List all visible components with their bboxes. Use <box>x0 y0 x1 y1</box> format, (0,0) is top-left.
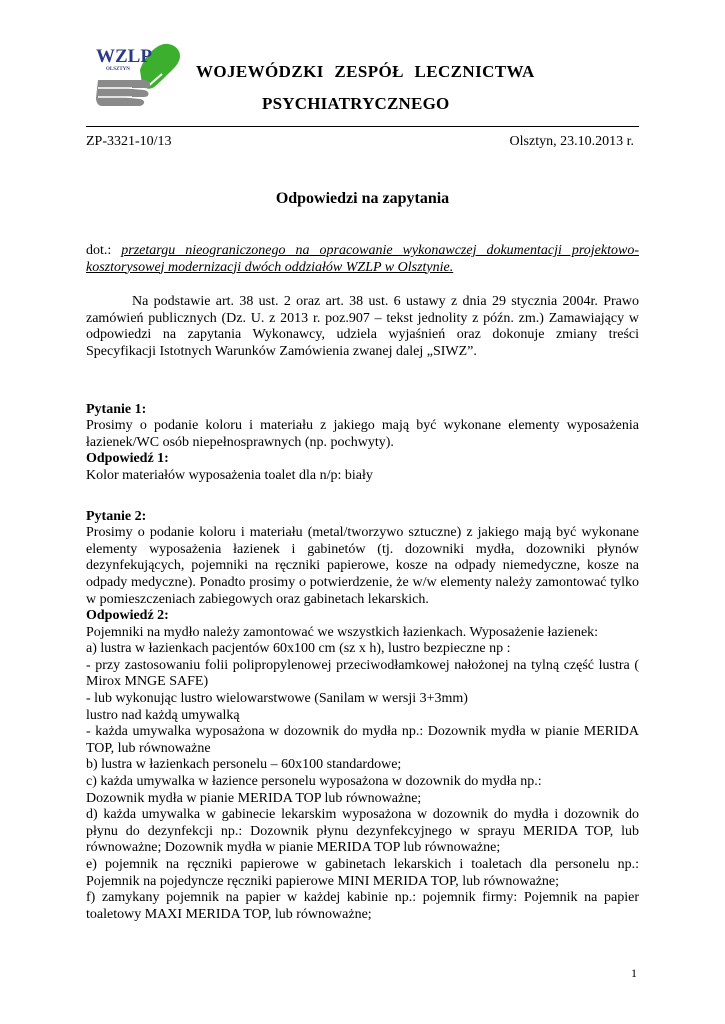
question-1-text: Prosimy o podanie koloru i materiału z jakiego mają być wykonane elementy wyposażenia łazienek/WC osób niepełnosprawnych (np. pochwyty). <box>86 418 639 450</box>
answer-2-line: - przy zastosowaniu folii polipropylenowej przeciwodłamkowej nałożonej na tylną część lustra ( Mirox MNGE SAFE) <box>86 657 639 690</box>
hands-logo-icon <box>92 40 184 110</box>
document-body <box>86 243 639 923</box>
wzlp-logo <box>92 40 184 110</box>
question-1-label: Pytanie 1: <box>86 401 147 417</box>
answer-2-line: - każda umywalka wyposażona w dozownik do mydła np.: Dozownik mydła w pianie MERIDA TOP, lub równoważne <box>86 724 639 756</box>
logo-text: WZLP <box>96 46 152 67</box>
answer-2-line: lustro nad każdą umywalką <box>86 707 240 723</box>
organization-name-line2: PSYCHIATRYCZNEGO <box>262 94 450 113</box>
subject-text: przetargu nieograniczonego na opracowanie wykonawczej dokumentacji projektowo-kosztorysowej modernizacji dwóch oddziałów WZLP w Olsztynie. <box>86 243 640 275</box>
answer-2-line: - lub wykonując lustro wielowarstwowe (Sanilam w wersji 3+3mm) <box>86 691 468 707</box>
answer-2-line: Pojemniki na mydło należy zamontować we wszystkich łazienkach. Wyposażenie łazienek: <box>86 624 599 640</box>
answer-2-line: Dozownik mydła w pianie MERIDA TOP lub równoważne; <box>86 790 422 806</box>
answer-1-label: Odpowiedź 1: <box>86 451 169 467</box>
answer-2-label: Odpowiedź 2: <box>86 608 169 624</box>
reference-number: ZP-3321-10/13 <box>86 134 172 149</box>
question-2-text: Prosimy o podanie koloru i materiału (metal/tworzywo sztuczne) z jakiego mają być wykonane elementy wyposażenia łazienek i gabinetów (tj. dozowniki mydła, dozowniki płynów dezynfekujących, pojemniki na ręczniki papierowe, kosze na odpady niemedyczne, kosze na odpady medyczne). Ponadto prosimy o potwierdzenie, że w/w elementy należy zamontować tylko w pomieszczeniach zabiegowych oraz gabinetach lekarskich. <box>86 525 639 607</box>
document-title: Odpowiedzi na zapytania <box>275 190 450 207</box>
place-and-date: Olsztyn, 23.10.2013 r. <box>509 134 634 149</box>
organization-name-line1: WOJEWÓDZKI ZESPÓŁ LECZNICTWA <box>196 62 535 81</box>
answer-2-line: d) każda umywalka w gabinecie lekarskim wyposażona w dozownik do mydła i dozownik do płynu do dezynfekcji np.: Dozownik płynu dezynfekcyjnego w sprayu MERIDA TOP, lub równoważne; Dozownik mydła w pianie MERIDA TOP lub równoważne; <box>86 807 639 856</box>
answer-2-line: c) każda umywalka w łazience personelu wyposażona w dozownik do mydła np.: <box>86 774 542 790</box>
answer-2-line: e) pojemnik na ręczniki papierowe w gabinetach lekarskich i toaletach dla personelu np.: Pojemnik na pojedyncze ręczniki papierowe MINI MERIDA TOP, lub równoważne; <box>86 857 639 889</box>
question-2-label: Pytanie 2: <box>86 508 147 524</box>
answer-2-line: b) lustra w łazienkach personelu – 60x100 standardowe; <box>86 757 402 773</box>
subject-label: dot.: <box>86 243 112 258</box>
answer-1-text: Kolor materiałów wyposażenia toalet dla n/p: biały <box>86 467 373 483</box>
subject-line <box>86 243 639 276</box>
header-divider <box>86 126 639 127</box>
intro-paragraph: Na podstawie art. 38 ust. 2 oraz art. 38 ust. 6 ustawy z dnia 29 stycznia 2004r. Prawo zamówień publicznych (Dz. U. z 2013 r. poz.907 – tekst jednolity z późn. zm.) Zamawiający w odpowiedzi na zapytania Wykonawcy, udziela wyjaśnień oraz dokonuje zmiany treści Specyfikacji Istotnych Warunków Zamówienia zwanej dalej „SIWZ”. <box>86 294 639 359</box>
page-number: 1 <box>631 966 637 980</box>
answer-2-line: a) lustra w łazienkach pacjentów 60x100 cm (sz x h), lustro bezpieczne np : <box>86 641 511 657</box>
answer-2-line: f) zamykany pojemnik na papier w każdej kabinie np.: pojemnik firmy: Pojemnik na papier toaletowy MAXI MERIDA TOP, lub równoważne; <box>86 890 639 922</box>
logo-subtext: OLSZTYN <box>106 67 130 72</box>
